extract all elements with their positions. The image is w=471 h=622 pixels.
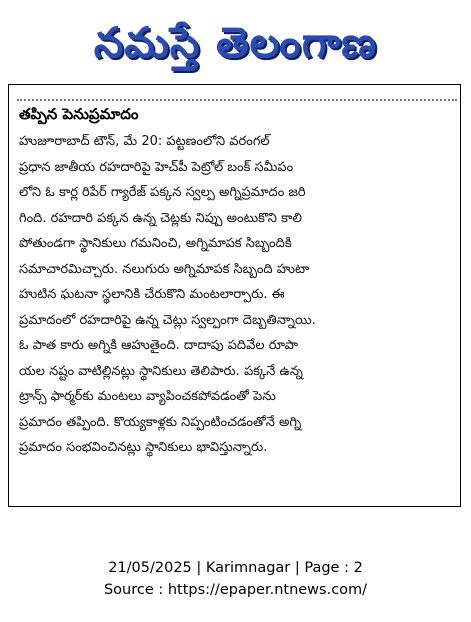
article-headline: తప్పిన పెనుప్రమాదం xyxy=(19,105,139,123)
footer-source-link[interactable]: Source : https://epaper.ntnews.com/ xyxy=(103,582,368,598)
article-line: ప్రమాదంలో రహదారిపై ఉన్న చెట్లు స్వల్పంగా దెబ్బతిన్నాయి. xyxy=(19,312,316,328)
article-line: గింది. రహదారి పక్కన ఉన్న చెట్లకు నిప్పు అంటుకొని కాలి xyxy=(19,210,302,226)
article-line: యల నష్టం వాటిల్లినట్లు స్థానికులు తెలిపారు. పక్కనే ఉన్న xyxy=(19,363,303,379)
article-line: పోతుండగా స్థానికులు గమనించి, అగ్నిమాపక సిబ్బందికి xyxy=(19,236,292,251)
article-line: లోని ఓ కార్ల రిపేర్ గ్యారేజ్ పక్కన స్వల్ప అగ్నిప్రమాదం జరి xyxy=(19,185,306,200)
article-line: ప్రధాన జాతీయ రహదారిపై హెచ్‌పీ పెట్రోల్ బంక్ సమీపం xyxy=(19,159,294,175)
article-line: హుటిన ఘటనా స్థలానికి చేరుకొని మంటలార్పారు. ఈ xyxy=(19,287,285,302)
article-line: సమాచారమిచ్చారు. నలుగురు అగ్నిమాపక సిబ్బంది హుటా xyxy=(19,261,310,277)
clipping-cut-edge xyxy=(17,85,457,101)
article-line: ఓ పాత కారు అగ్నికి ఆహుతైంది. దాదాపు పదివేల రూపా xyxy=(19,338,299,353)
newspaper-masthead: నమస్తే తెలంగాణ xyxy=(93,18,378,67)
footer-date-edition: 21/05/2025 | Karimnagar | Page : 2 xyxy=(108,560,363,576)
article-line: హుజూరాబాద్ టౌన్, మే 20: పట్టణంలోని వరంగల్ xyxy=(19,134,270,149)
article-line: ప్రమాదం తప్పింది. కొయ్యకాళ్లకు నిప్పంటించడంతోనే అగ్ని xyxy=(19,414,302,430)
article-body xyxy=(19,129,451,461)
article-line: ట్రాన్స్ ఫార్మర్‌కు మంటలు వ్యాపించకపోవడంతో పెను xyxy=(19,389,276,404)
article-line: ప్రమాదం సంభవించినట్లు స్థానికులు భావిస్తున్నారు. xyxy=(19,440,268,455)
article-clipping xyxy=(8,84,461,507)
